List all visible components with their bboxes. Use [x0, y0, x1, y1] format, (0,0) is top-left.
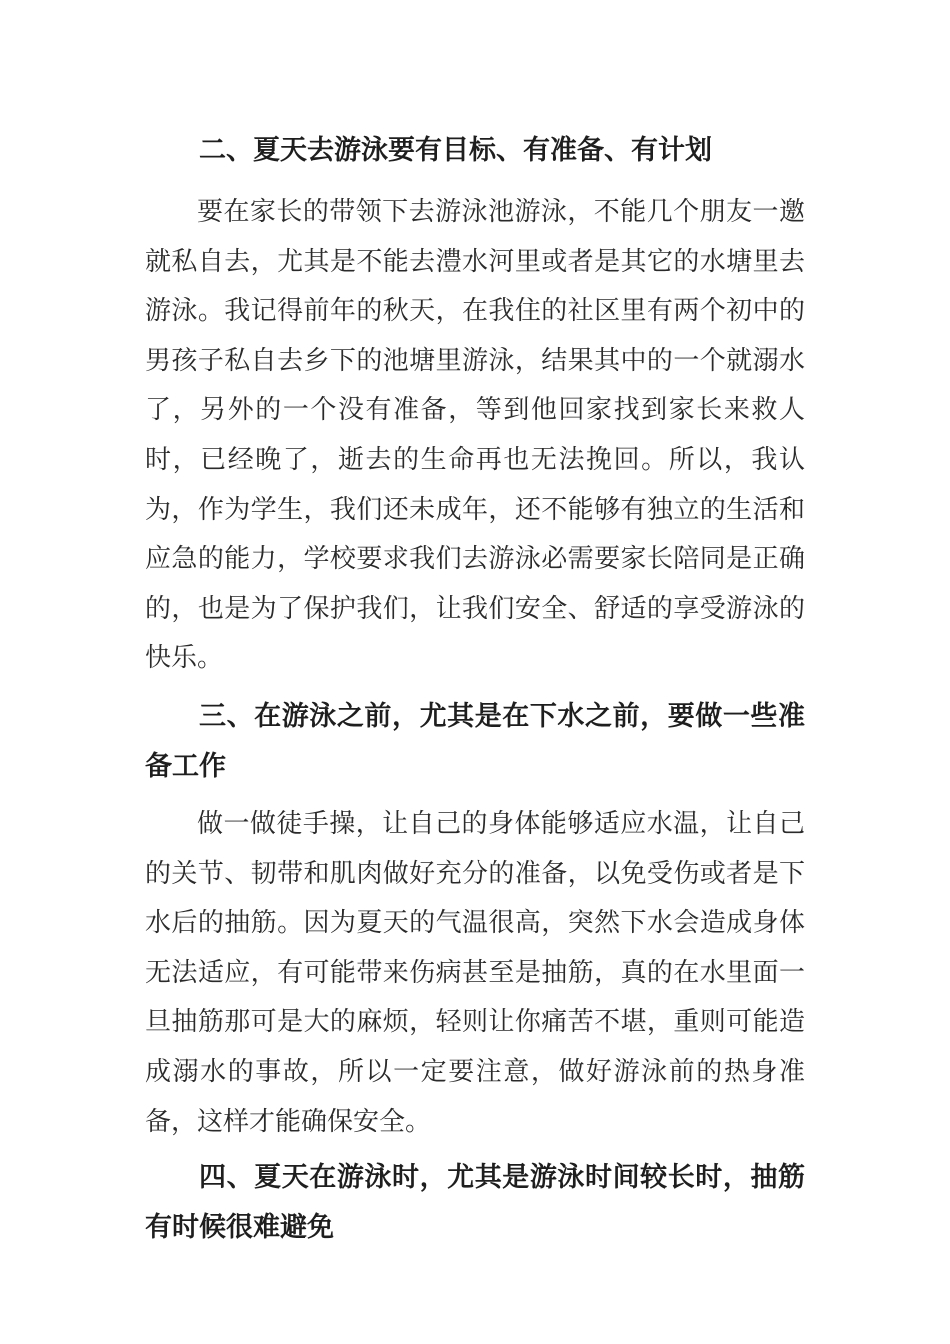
section-3-paragraph: 做一做徒手操，让自己的身体能够适应水温，让自己的关节、韧带和肌肉做好充分的准备，以免受伤或者是下水后的抽筋。因为夏天的气温很高，突然下水会造成身体无法适应，有可能带来伤病甚至是抽筋，真的在水里面一旦抽筋那可是大的麻烦，轻则让你痛苦不堪，重则可能造成溺水的事故，所以一定要注意，做好游泳前的热身准备，这样才能确保安全。 — [145, 808, 805, 1137]
section-2-heading: 二、夏天去游泳要有目标、有准备、有计划 — [199, 135, 712, 166]
document-page — [145, 126, 805, 1253]
section-4-heading: 四、夏天在游泳时，尤其是游泳时间较长时，抽筋有时候很难避免 — [145, 1162, 805, 1244]
section-3-heading: 三、在游泳之前，尤其是在下水之前，要做一些准备工作 — [145, 700, 805, 782]
section-2-paragraph: 要在家长的带领下去游泳池游泳，不能几个朋友一邀就私自去，尤其是不能去澧水河里或者是其它的水塘里去游泳。我记得前年的秋天，在我住的社区里有两个初中的男孩子私自去乡下的池塘里游泳，结果其中的一个就溺水了，另外的一个没有准备，等到他回家找到家长来救人时，已经晚了，逝去的生命再也无法挽回。所以，我认为，作为学生，我们还未成年，还不能够有独立的生活和应急的能力，学校要求我们去游泳必需要家长陪同是正确的，也是为了保护我们，让我们安全、舒适的享受游泳的快乐。 — [145, 197, 805, 674]
